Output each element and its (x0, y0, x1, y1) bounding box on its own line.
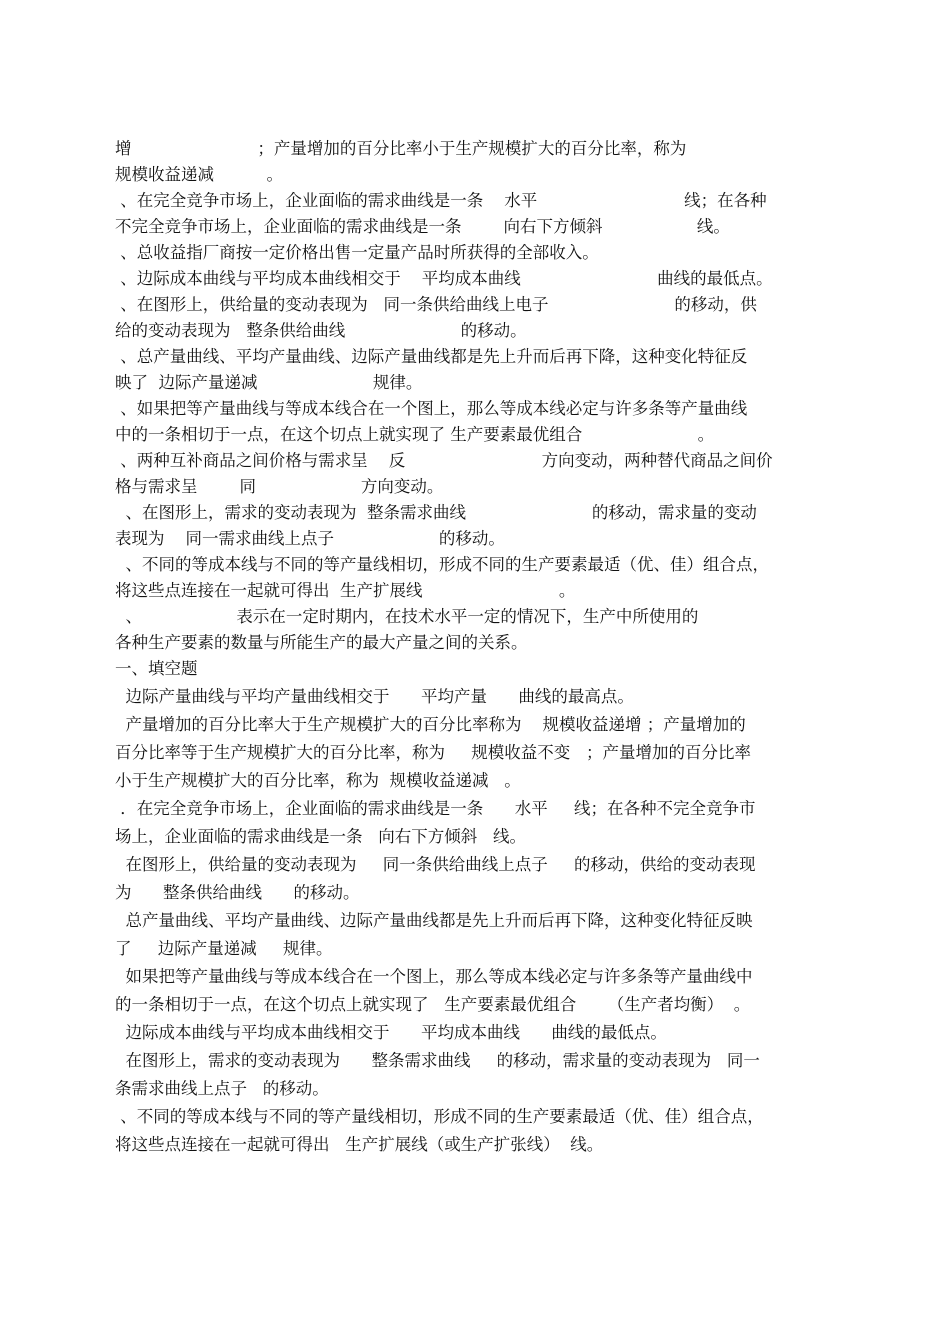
text-line: 映了 边际产量递减 规律。 (115, 373, 423, 392)
text-line: ．在完全竞争市场上，企业面临的需求曲线是一条 水平 线；在各种不完全竞争市 (115, 799, 756, 818)
text-line: 总产量曲线、平均产量曲线、边际产量曲线都是先上升而后再下降，这种变化特征反映 (115, 911, 753, 930)
text-line: 小于生产规模扩大的百分比率，称为 规模收益递减 。 (115, 771, 521, 790)
text-line: 如果把等产量曲线与等成本线合在一个图上，那么等成本线必定与许多条等产量曲线中 (115, 967, 753, 986)
text-line: 给的变动表现为 整条供给曲线 的移动。 (115, 321, 527, 340)
text-line: 不完全竞争市场上，企业面临的需求曲线是一条 向右下方倾斜 线。 (115, 217, 730, 236)
text-line: 、在图形上，供给量的变动表现为 同一条供给曲线上电子 的移动，供 (115, 295, 757, 314)
text-line: 为 整条供给曲线 的移动。 (115, 883, 360, 902)
text-line: 增 ；产量增加的百分比率小于生产规模扩大的百分比率，称为 (115, 139, 687, 158)
text-line: 、总产量曲线、平均产量曲线、边际产量曲线都是先上升而后再下降，这种变化特征反 (115, 347, 748, 366)
text-line: 、如果把等产量曲线与等成本线合在一个图上，那么等成本线必定与许多条等产量曲线 (115, 399, 748, 418)
text-line: 规模收益递减 。 (115, 165, 283, 184)
text-line: 格与需求呈 同 方向变动。 (115, 477, 444, 496)
text-line: 、在图形上，需求的变动表现为 整条需求曲线 的移动，需求量的变动 (115, 503, 757, 522)
text-line: 、总收益指厂商按一定价格出售一定量产品时所获得的全部收入。 (115, 243, 599, 262)
text-line: 、两种互补商品之间价格与需求呈 反 方向变动，两种替代商品之间价 (115, 451, 773, 470)
text-line: 、边际成本曲线与平均成本曲线相交于 平均成本曲线 曲线的最低点。 (115, 269, 773, 288)
text-line: 在图形上，供给量的变动表现为 同一条供给曲线上点子 的移动，供给的变动表现 (115, 855, 756, 874)
text-line: 、在完全竞争市场上，企业面临的需求曲线是一条 水平 线；在各种 (115, 191, 767, 210)
text-line: 、不同的等成本线与不同的等产量线相切，形成不同的生产要素最适（优、佳）组合点， (115, 555, 769, 574)
text-line: 将这些点连接在一起就可得出 生产扩展线 。 (115, 581, 576, 600)
text-line: 了 边际产量递减 规律。 (115, 939, 333, 958)
text-line: 、 表示在一定时期内，在技术水平一定的情况下，生产中所使用的 (115, 607, 699, 626)
text-line: 的一条相切于一点，在这个切点上就实现了 生产要素最优组合 （生产者均衡） 。 (115, 995, 751, 1014)
text-line: 将这些点连接在一起就可得出 生产扩展线（或生产扩张线） 线。 (115, 1135, 604, 1154)
text-line: 表现为 同一需求曲线上点子 的移动。 (115, 529, 505, 548)
text-line: 各种生产要素的数量与所能生产的最大产量之间的关系。 (115, 633, 528, 652)
text-line: 一、填空题 (115, 659, 198, 678)
text-line: 条需求曲线上点子 的移动。 (115, 1079, 329, 1098)
text-line: 中的一条相切于一点，在这个切点上就实现了 生产要素最优组合 。 (115, 425, 715, 444)
text-line: 在图形上，需求的变动表现为 整条需求曲线 的移动，需求量的变动表现为 同一 (115, 1051, 760, 1070)
text-line: 百分比率等于生产规模扩大的百分比率，称为 规模收益不变 ；产量增加的百分比率 (115, 743, 751, 762)
text-line: 边际产量曲线与平均产量曲线相交于 平均产量 曲线的最高点。 (115, 687, 634, 706)
text-line: 产量增加的百分比率大于生产规模扩大的百分比率称为 规模收益递增 ；产量增加的 (115, 715, 746, 734)
text-line: 边际成本曲线与平均成本曲线相交于 平均成本曲线 曲线的最低点。 (115, 1023, 667, 1042)
text-line: 场上，企业面临的需求曲线是一条 向右下方倾斜 线。 (115, 827, 526, 846)
text-line: 、不同的等成本线与不同的等产量线相切，形成不同的生产要素最适（优、佳）组合点， (115, 1107, 764, 1126)
